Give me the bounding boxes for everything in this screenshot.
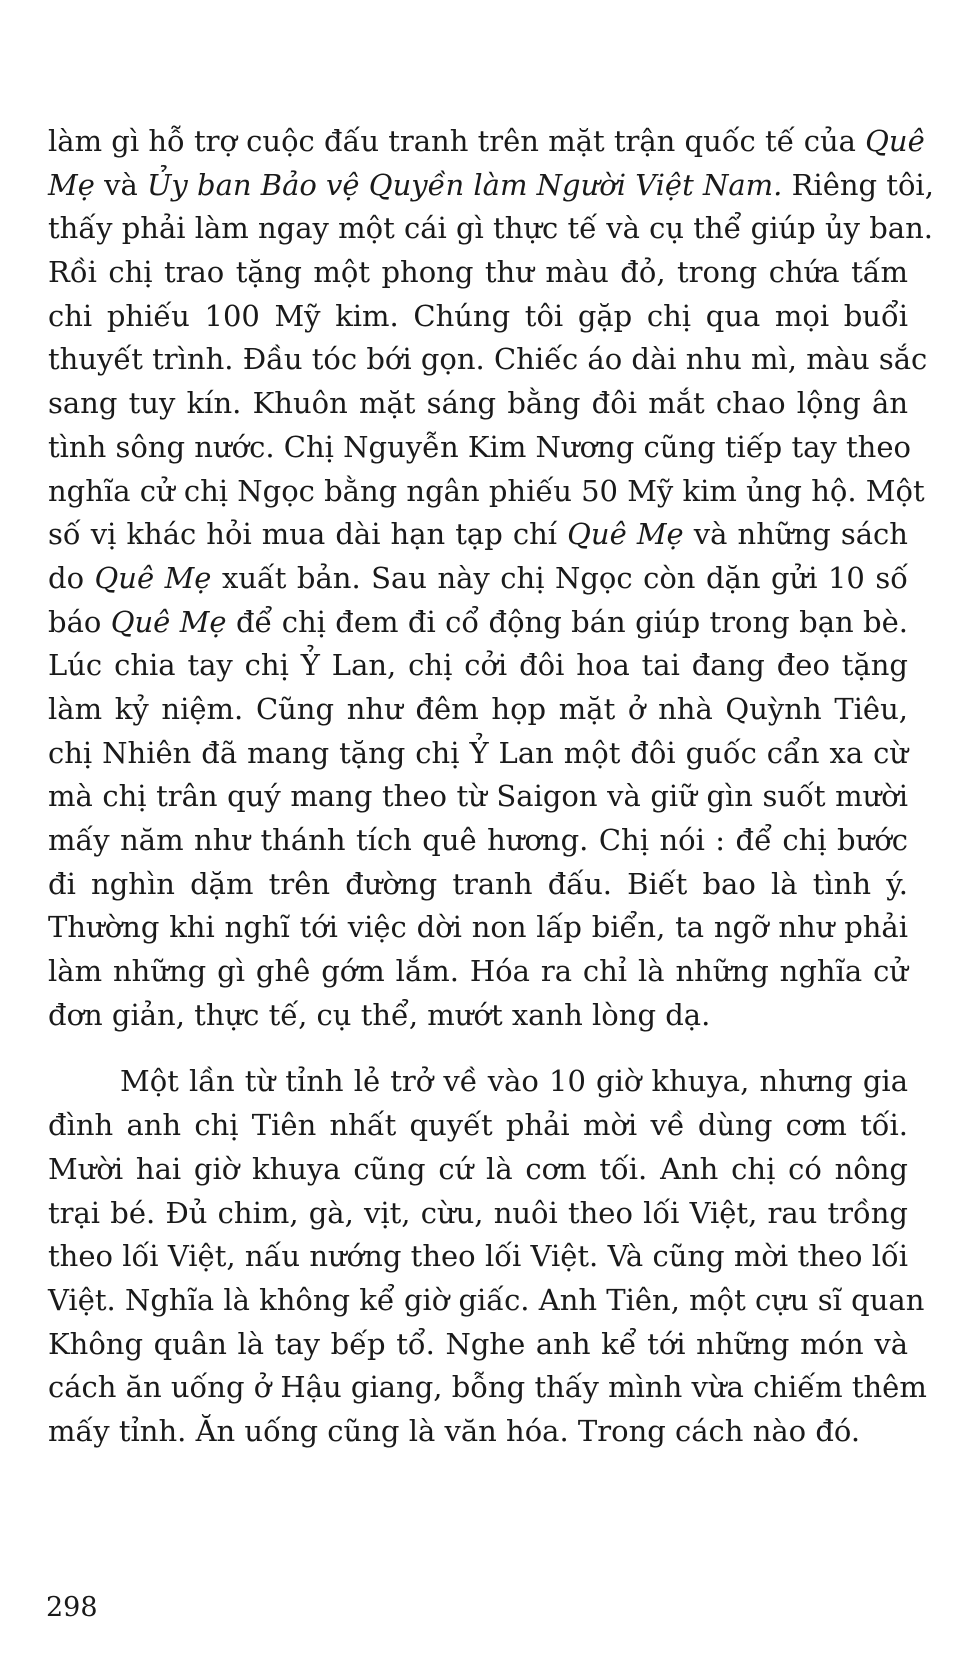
text-run: và những sách <box>683 517 908 552</box>
text-run: sang tuy kín. Khuôn mặt sáng bằng đôi mắt chao lộng ân <box>48 386 908 421</box>
text-run: xuất bản. Sau này chị Ngọc còn dặn gửi 10 số <box>211 560 908 595</box>
text-run: báo <box>48 604 111 639</box>
text-run: Lúc chia tay chị Ỷ Lan, chị cởi đôi hoa tai đang đeo tặng <box>48 648 908 683</box>
text-run: chị Nhiên đã mang tặng chị Ỷ Lan một đôi guốc cẩn xa cừ <box>48 735 908 770</box>
text-line <box>48 950 908 994</box>
text-line <box>48 1366 927 1410</box>
text-run: đi nghìn dặm trên đường tranh đấu. Biết bao là tình ý. <box>48 866 908 901</box>
paragraph-gap <box>48 1037 908 1060</box>
text-line <box>48 251 908 295</box>
text-run: làm gì hỗ trợ cuộc đấu tranh trên mặt trận quốc tế của <box>48 124 866 158</box>
text-run: đình anh chị Tiên nhất quyết phải mời về dùng cơm tối. <box>48 1108 908 1143</box>
text-line <box>48 207 933 251</box>
text-line <box>48 1235 908 1279</box>
text-line <box>48 470 925 514</box>
italic-text-run: Quê Mẹ <box>94 560 212 595</box>
text-line <box>48 1148 908 1192</box>
italic-text-run: Ủy ban Bảo vệ Quyền làm Người Việt Nam. <box>146 167 783 202</box>
text-line <box>48 819 908 863</box>
page-body <box>48 120 934 1454</box>
text-run: trại bé. Đủ chim, gà, vịt, cừu, nuôi theo lối Việt, rau trồng <box>48 1195 908 1230</box>
italic-text-run: Mẹ <box>48 167 95 202</box>
text-run: chi phiếu 100 Mỹ kim. Chúng tôi gặp chị qua mọi buổi <box>48 298 908 333</box>
text-run: mấy năm như thánh tích quê hương. Chị nói : để chị bước <box>48 823 908 857</box>
text-line <box>48 863 908 907</box>
text-line <box>48 1192 908 1236</box>
text-line <box>48 1279 925 1323</box>
text-run: mà chị trân quý mang theo từ Saigon và giữ gìn suốt mười <box>48 779 908 814</box>
text-line <box>48 994 908 1038</box>
text-run: làm những gì ghê gớm lắm. Hóa ra chỉ là những nghĩa cử <box>48 954 908 989</box>
text-run: do <box>48 560 95 595</box>
text-run: mấy tỉnh. Ăn uống cũng là văn hóa. Trong cách nào đó. <box>48 1413 861 1448</box>
text-run: và <box>94 167 147 202</box>
text-line <box>48 1104 908 1148</box>
text-line <box>48 120 925 164</box>
italic-text-run: Quê <box>865 124 925 158</box>
paragraph <box>48 1060 927 1453</box>
text-run: Rồi chị trao tặng một phong thư màu đỏ, trong chứa tấm <box>48 255 908 290</box>
text-run: số vị khác hỏi mua dài hạn tạp chí <box>48 517 568 552</box>
text-line <box>48 688 908 732</box>
text-run: thấy phải làm ngay một cái gì thực tế và cụ thể giúp ủy ban. <box>48 211 933 246</box>
text-line <box>48 338 928 382</box>
text-line <box>48 1323 908 1367</box>
text-run: nghĩa cử chị Ngọc bằng ngân phiếu 50 Mỹ kim ủng hộ. Một <box>48 473 925 508</box>
page-number: 298 <box>46 1592 98 1623</box>
text-line <box>48 601 908 645</box>
text-line <box>48 906 908 950</box>
text-run: để chị đem đi cổ động bán giúp trong bạn bè. <box>226 604 908 639</box>
text-line <box>48 426 911 470</box>
text-run: Riêng tôi, <box>782 167 934 202</box>
text-line <box>48 513 908 557</box>
text-line <box>48 775 908 819</box>
text-line <box>48 1410 908 1454</box>
text-line <box>48 732 908 776</box>
text-run: Việt. Nghĩa là không kể giờ giấc. Anh Tiên, một cựu sĩ quan <box>48 1282 925 1317</box>
text-line <box>48 164 934 208</box>
text-run: Không quân là tay bếp tổ. Nghe anh kể tới những món và <box>48 1326 908 1361</box>
paragraph <box>48 120 934 1037</box>
text-run: Thường khi nghĩ tới việc dời non lấp biển, ta ngỡ như phải <box>48 910 908 945</box>
text-run: làm kỷ niệm. Cũng như đêm họp mặt ở nhà Quỳnh Tiêu, <box>48 691 908 726</box>
text-line <box>48 295 908 339</box>
text-run: thuyết trình. Đầu tóc bới gọn. Chiếc áo dài nhu mì, màu sắc <box>48 342 928 377</box>
text-line <box>48 1060 908 1104</box>
text-run: tình sông nước. Chị Nguyễn Kim Nương cũng tiếp tay theo <box>48 429 911 464</box>
text-run: đơn giản, thực tế, cụ thể, mướt xanh lòng dạ. <box>48 997 711 1032</box>
text-run: Một lần từ tỉnh lẻ trở về vào 10 giờ khuya, nhưng gia <box>120 1064 908 1099</box>
text-line <box>48 382 908 426</box>
text-run: cách ăn uống ở Hậu giang, bỗng thấy mình vừa chiếm thêm <box>48 1370 927 1405</box>
text-run: theo lối Việt, nấu nướng theo lối Việt. Và cũng mời theo lối <box>48 1239 908 1274</box>
text-run: Mười hai giờ khuya cũng cứ là cơm tối. Anh chị có nông <box>48 1151 908 1186</box>
text-line <box>48 644 908 688</box>
italic-text-run: Quê Mẹ <box>110 604 227 639</box>
italic-text-run: Quê Mẹ <box>567 517 684 552</box>
text-line <box>48 557 908 601</box>
